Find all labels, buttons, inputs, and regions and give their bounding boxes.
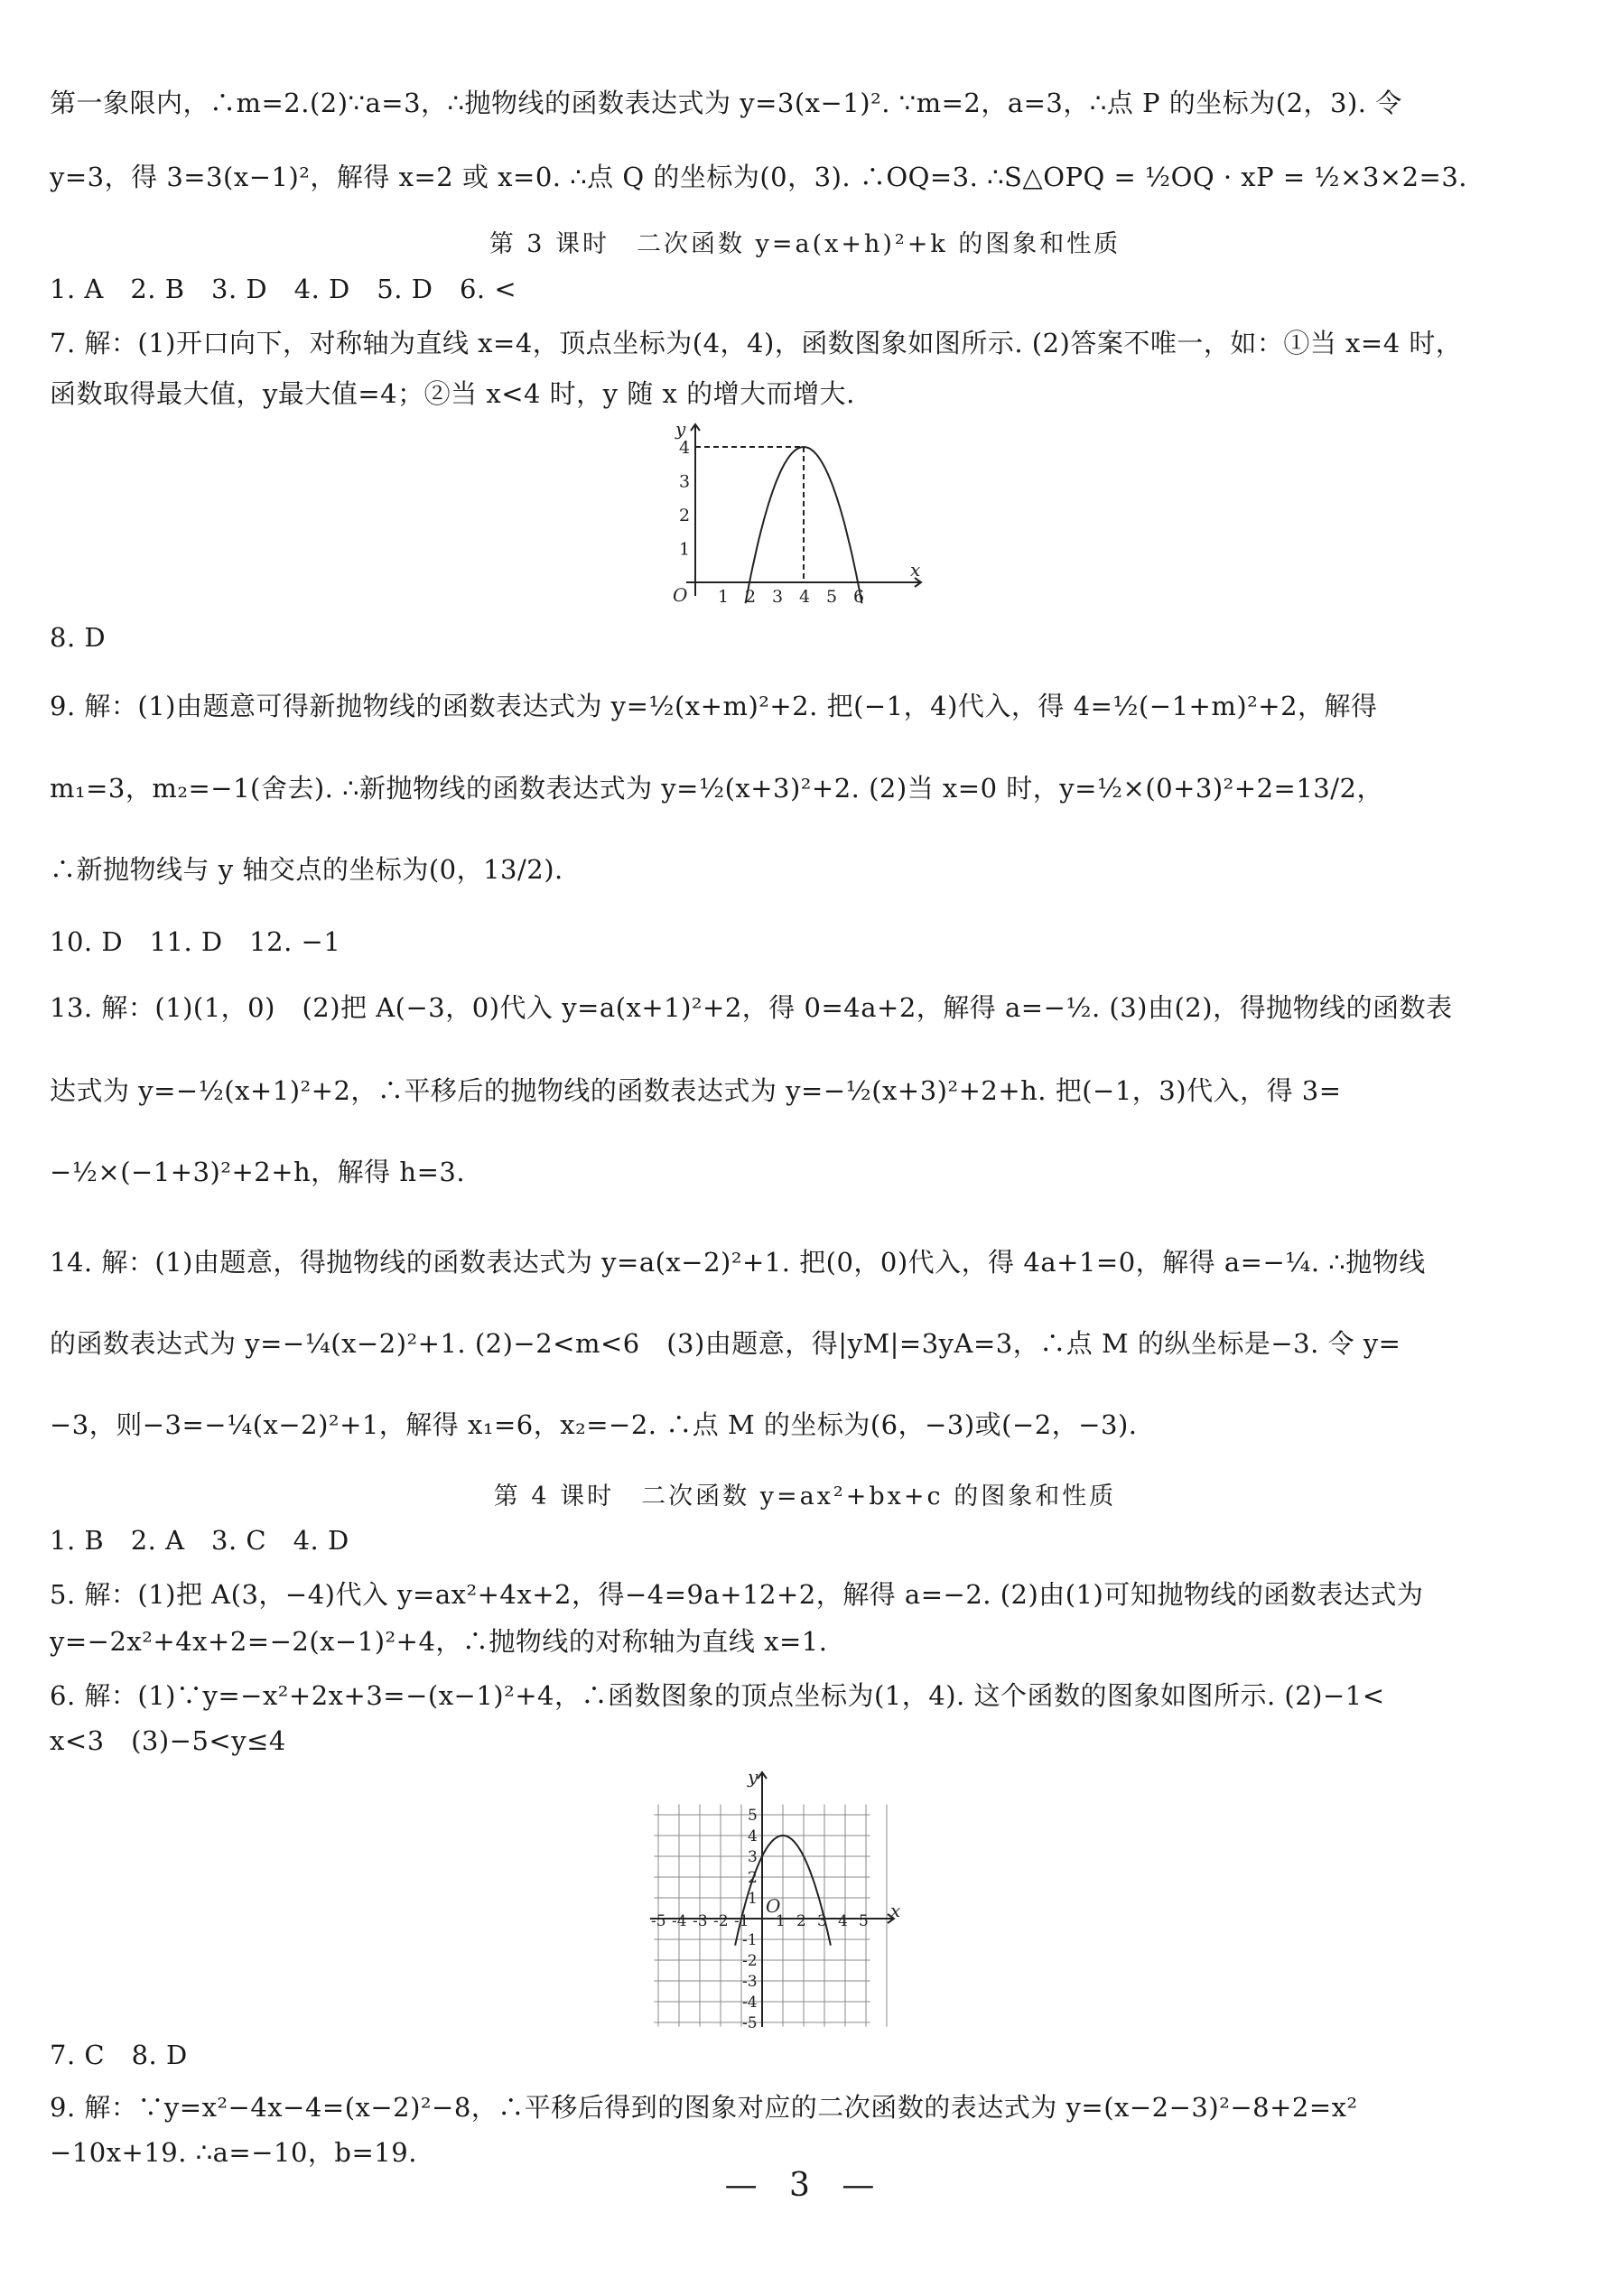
x-tick-label: -3 xyxy=(693,1912,708,1930)
text-line: −½×(−1+3)²+2+h，解得 h=3. xyxy=(50,1157,466,1187)
x-tick-label: 4 xyxy=(838,1912,848,1930)
x-tick-label: 4 xyxy=(799,587,811,605)
y-label: y xyxy=(748,1766,758,1788)
x-tick-label: -5 xyxy=(651,1912,666,1930)
y-tick-label: -3 xyxy=(742,1973,758,1991)
y-tick-label: 5 xyxy=(748,1807,758,1825)
text-line: 函数取得最大值，y最大值=4；②当 x<4 时，y 随 x 的增大而增大. xyxy=(50,378,855,409)
text-line: 13. 解：(1)(1，0) (2)把 A(−3，0)代入 y=a(x+1)²+2，得 0=4a+2，解得 a=−½. (3)由(2)，得抛物线的函数表 xyxy=(50,992,1453,1023)
y-tick-label: -5 xyxy=(742,2014,758,2032)
y-tick-label: -4 xyxy=(742,1994,758,2012)
text-line: 5. 解：(1)把 A(3，−4)代入 y=ax²+4x+2，得−4=9a+12+2，解得 a=−2. (2)由(1)可知抛物线的函数表达式为 xyxy=(50,1579,1424,1610)
parabola-figure-2 xyxy=(632,1765,921,2036)
x-tick-label: 5 xyxy=(859,1912,869,1930)
text-line: m₁=3，m₂=−1(舍去). ∴新抛物线的函数表达式为 y=½(x+3)²+2. (2)当 x=0 时，y=½×(0+3)²+2=13/2， xyxy=(50,773,1383,804)
answer-line: 10. D 11. D 12. −1 xyxy=(50,926,341,957)
x-tick-label: -4 xyxy=(672,1912,687,1930)
answer-line: 8. D xyxy=(50,622,107,653)
y-tick-label: -2 xyxy=(742,1952,758,1970)
text-line: 9. 解：(1)由题意可得新抛物线的函数表达式为 y=½(x+m)²+2. 把(−1，4)代入，得 4=½(−1+m)²+2，解得 xyxy=(50,691,1378,721)
y-tick-label: 3 xyxy=(679,471,691,492)
y-tick-label: -1 xyxy=(742,1931,758,1949)
answer-line: 7. C 8. D xyxy=(50,2040,188,2070)
x-tick-label: 5 xyxy=(826,587,838,605)
text-line: 9. 解：∵y=x²−4x−4=(x−2)²−8，∴平移后得到的图象对应的二次函数的表达式为 y=(x−2−3)²−8+2=x² xyxy=(50,2092,1358,2123)
x-tick-label: 2 xyxy=(745,587,757,605)
section-title: 第 3 课时 二次函数 y=a(x+h)²+k 的图象和性质 xyxy=(489,230,1121,258)
x-tick-label: 1 xyxy=(776,1912,786,1930)
y-tick-label: 3 xyxy=(748,1848,758,1866)
x-tick-label: 3 xyxy=(817,1912,827,1930)
text-line: 14. 解：(1)由题意，得抛物线的函数表达式为 y=a(x−2)²+1. 把(0，0)代入，得 4a+1=0，解得 a=−¼. ∴抛物线 xyxy=(50,1247,1426,1278)
text-line: 第一象限内，∴m=2.(2)∵a=3，∴抛物线的函数表达式为 y=3(x−1)². ∵m=2，a=3，∴点 P 的坐标为(2，3). 令 xyxy=(50,88,1402,118)
page-number: — 3 — xyxy=(724,2167,886,2204)
parabola-figure-1 xyxy=(659,415,930,605)
y-tick-label: 1 xyxy=(679,539,691,560)
section-title: 第 4 课时 二次函数 y=ax²+bx+c 的图象和性质 xyxy=(493,1483,1117,1511)
answer-line: 1. A 2. B 3. D 4. D 5. D 6. < xyxy=(50,274,517,304)
y-tick-label: 2 xyxy=(679,506,691,525)
text-line: ∴新抛物线与 y 轴交点的坐标为(0，13/2). xyxy=(50,854,563,885)
y-tick-label: 4 xyxy=(679,438,691,458)
text-line: 达式为 y=−½(x+1)²+2，∴平移后的抛物线的函数表达式为 y=−½(x+3)²+2+h. 把(−1，3)代入，得 3= xyxy=(50,1075,1342,1106)
text-line: 7. 解：(1)开口向下，对称轴为直线 x=4，顶点坐标为(4，4)，函数图象如图所示. (2)答案不唯一，如：①当 x=4 时， xyxy=(50,328,1463,358)
text-line: y=−2x²+4x+2=−2(x−1)²+4，∴抛物线的对称轴为直线 x=1. xyxy=(50,1626,828,1657)
y-tick-label: 1 xyxy=(748,1890,758,1908)
text-line: 的函数表达式为 y=−¼(x−2)²+1. (2)−2<m<6 (3)由题意，得|yM|=3yA=3，∴点 M 的纵坐标是−3. 令 y= xyxy=(50,1328,1401,1359)
text-line: −10x+19. ∴a=−10，b=19. xyxy=(50,2137,417,2168)
y-tick-label: 2 xyxy=(748,1869,758,1887)
x-tick-label: -1 xyxy=(734,1912,749,1930)
text-line: 6. 解：(1)∵y=−x²+2x+3=−(x−1)²+4，∴函数图象的顶点坐标为(1，4). 这个函数的图象如图所示. (2)−1< xyxy=(50,1680,1385,1711)
x-label: x xyxy=(910,559,921,581)
origin-label: O xyxy=(766,1895,781,1917)
text-line: x<3 (3)−5<y≤4 xyxy=(50,1725,286,1756)
x-tick-label: -2 xyxy=(713,1912,729,1930)
origin-label: O xyxy=(673,584,688,605)
text-line: −3，则−3=−¼(x−2)²+1，解得 x₁=6，x₂=−2. ∴点 M 的坐标为(6，−3)或(−2，−3). xyxy=(50,1409,1138,1440)
text-line: y=3，得 3=3(x−1)²，解得 x=2 或 x=0. ∴点 Q 的坐标为(0，3). ∴OQ=3. ∴S△OPQ = ½OQ · xP = ½×3×2=3. xyxy=(50,162,1467,192)
y-label: y xyxy=(675,418,686,440)
answer-line: 1. B 2. A 3. C 4. D xyxy=(50,1525,349,1556)
x-label: x xyxy=(890,1900,901,1921)
x-tick-label: 2 xyxy=(796,1912,806,1930)
y-tick-label: 4 xyxy=(748,1827,758,1845)
x-tick-label: 3 xyxy=(772,587,784,605)
x-tick-label: 1 xyxy=(718,587,730,605)
x-tick-label: 6 xyxy=(853,587,865,605)
